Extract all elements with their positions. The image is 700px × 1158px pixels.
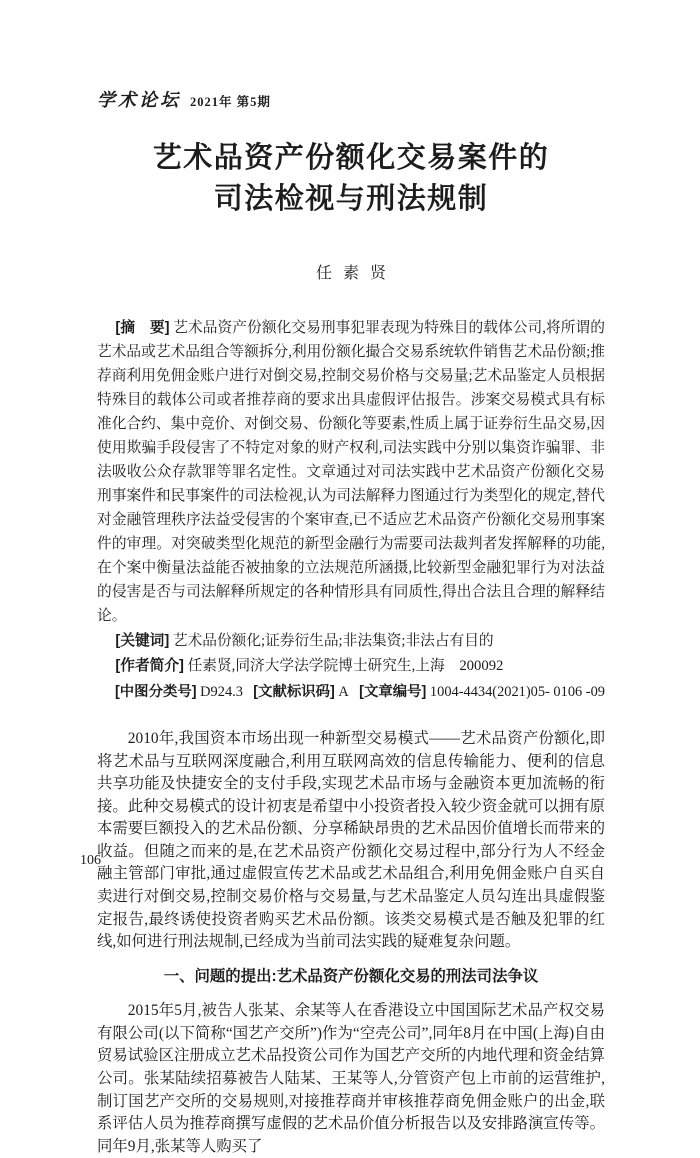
- article-id: [359, 681, 605, 704]
- page-number: 106: [80, 853, 101, 868]
- abstract-label: [摘 要]: [115, 320, 170, 337]
- document-code-value: A: [338, 683, 349, 700]
- journal-header: [97, 86, 605, 112]
- page-title-line1: 艺术品资产份额化交易案件的: [152, 142, 550, 174]
- keywords-text: 艺术品份额化;证券衍生品;非法集资;非法占有目的: [172, 632, 494, 649]
- article-id-label: [文章编号]: [359, 683, 427, 700]
- article-body: [97, 728, 605, 1158]
- body-paragraph-1: 2010年,我国资本市场出现一种新型交易模式——艺术品资产份额化,即将艺术品与互联网深度融合,利用互联网高效的信息传输能力、便利的信息共享功能及快捷安全的支付手段,实现艺术品市场与金融资本更加流畅的衔接。此种交易模式的设计初衷是希望中小投资者投入较少资金就可以拥有原本需要巨额投入的艺术品份额、分享稀缺昂贵的艺术品因价值增长而带来的收益。但随之而来的是,在艺术品资产份额化交易过程中,部分行为人不经金融主管部门审批,通过虚假宣传艺术品或艺术品组合,利用免佣金账户自买自卖进行对倒交易,控制交易价格与交易量,与艺术品鉴定人员勾连出具虚假鉴定报告,最终诱使投资者购买艺术品份额。该类交易模式是否触及犯罪的红线,如何进行刑法规制,已经成为当前司法实践的疑难复杂问题。: [97, 730, 605, 951]
- document-code: [253, 681, 349, 704]
- page-title: [97, 138, 605, 220]
- front-matter: [97, 317, 605, 704]
- author-bio-label: [作者简介]: [115, 657, 184, 674]
- clc-number: [115, 681, 243, 704]
- article-id-value: 1004-4434(2021)05- 0106 -09: [429, 683, 605, 700]
- keywords-line: [97, 630, 605, 654]
- keywords-label: [关键词]: [115, 632, 170, 649]
- author-bio-text: 任素贤,同济大学法学院博士研究生,上海 200092: [187, 657, 504, 674]
- abstract-text: 艺术品资产份额化交易刑事犯罪表现为特殊目的载体公司,将所谓的艺术品或艺术品组合等额拆分,利用份额化撮合交易系统软件销售艺术品份额;推荐商利用免佣金账户进行对倒交易,控制交易价格与交易量;艺术品鉴定人员根据特殊目的载体公司或者推荐商的要求出具虚假评估报告。涉案交易模式具有标准化合约、集中竞价、对倒交易、份额化等要素,性质上属于证券衍生品交易,因使用欺骗手段侵害了不特定对象的财产权利,司法实践中分别以集资诈骗罪、非法吸收公众存款罪等罪名定性。文章通过对司法实践中艺术品资产份额化交易刑事案件和民事案件的司法检视,认为司法解释力图通过行为类型化的规定,替代对金融管理秩序法益受侵害的个案审查,已不适应艺术品资产份额化交易刑事案件的审理。对突破类型化规范的新型金融行为需要司法裁判者发挥解释的功能,在个案中衡量法益能否被抽象的立法规范所涵摄,比较新型金融犯罪行为对法益的侵害是否与司法解释所规定的各种情形具有同质性,得出合法且合理的解释结论。: [97, 320, 605, 624]
- clc-label: [中图分类号]: [115, 683, 197, 700]
- page-title-line2: 司法检视与刑法规制: [213, 183, 489, 216]
- classification-line: [97, 681, 605, 704]
- author-name: 任素贤: [315, 265, 397, 283]
- document-code-label: [文献标识码]: [253, 683, 335, 700]
- section-1-heading: 一、问题的提出:艺术品资产份额化交易的刑法司法争议: [163, 967, 539, 985]
- journal-name: 学术论坛: [97, 90, 181, 111]
- body-paragraph-2: 2015年5月,被告人张某、余某等人在香港设立中国国际艺术品产权交易有限公司(以下简称“国艺产交所”)作为“空壳公司”,同年8月在中国(上海)自由贸易试验区注册成立艺术品投资公司作为国艺产交所的内地代理和资金结算公司。张某陆续招募被告人陆某、王某等人,分管资产包上市前的运营维护,制订国艺产交所的交易规则,对接推荐商并审核推荐商免佣金账户的出金,联系评估人员为推荐商撰写虚假的艺术品价值分析报告以及安排路演宣传等。同年9月,张某等人购买了: [97, 1002, 605, 1155]
- journal-issue: 2021年 第5期: [190, 95, 271, 109]
- abstract-paragraph: [97, 317, 605, 628]
- author-bio-line: [97, 655, 605, 679]
- clc-value: D924.3: [200, 683, 243, 700]
